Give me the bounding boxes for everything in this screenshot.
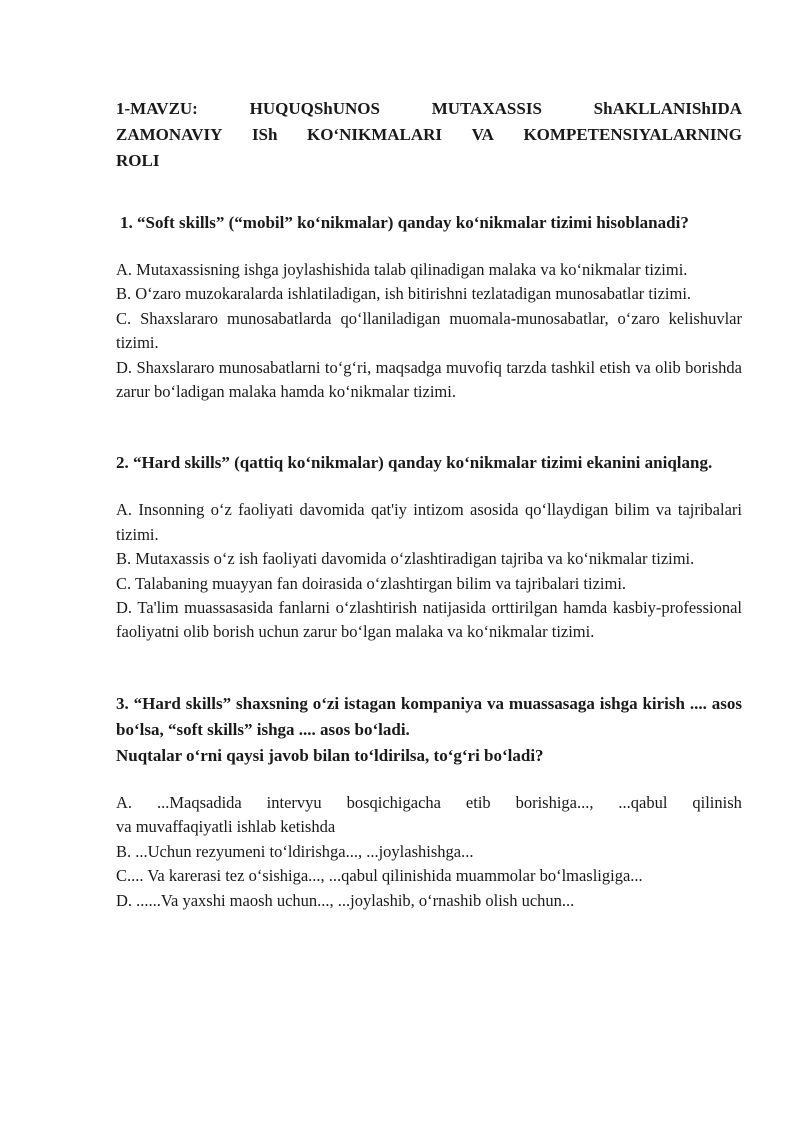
option-word: intervyu: [266, 792, 322, 812]
option-a: A. Mutaxassisning ishga joylashishida talab qilinadigan malaka va ko‘nikmalar tizimi.: [116, 260, 688, 279]
question-1-options: [116, 258, 742, 404]
option-word: ...Maqsadida: [156, 792, 242, 812]
option-b: B. O‘zaro muzokaralarda ishlatiladigan, ish bitirishni tezlatadigan munosabatlar tizimi.: [116, 284, 692, 304]
title-word: KOMPETENSIYALARNING: [523, 125, 742, 144]
question-3-text: 3. “Hard skills” shaxsning o‘zi istagan kompaniya va muassasaga ishga kirish .... asos bo‘lsa, “soft skills” ishga .... asos bo‘ladi.: [116, 693, 742, 739]
option-c: C. Shaxslararo munosabatlarda qo‘llaniladigan muomala-munosabatlar, o‘zaro kelishuvlar tizimi.: [116, 308, 742, 353]
option-a: A. Insonning o‘z faoliyati davomida qat'iy intizom asosida qo‘llaydigan bilim va tajribalari tizimi.: [116, 500, 742, 544]
title-line-3: ROLI: [116, 151, 160, 170]
title-word: KO‘NIKMALARI: [306, 125, 443, 144]
option-a-line-1: [116, 791, 742, 815]
option-word: borishiga...,: [515, 792, 594, 812]
option-b: B. Mutaxassis o‘z ish faoliyati davomida o‘zlashtiradigan tajriba va ko‘nikmalar tizimi.: [116, 549, 695, 569]
option-word: A.: [116, 792, 133, 812]
title-word: 1-MAVZU:: [116, 99, 198, 118]
question-2: [116, 450, 742, 644]
question-2-text: 2. “Hard skills” (qattiq ko‘nikmalar) qanday ko‘nikmalar tizimi ekanini aniqlang.: [116, 453, 713, 473]
title-word: ShAKLLANIShIDA: [593, 99, 742, 118]
title-line-2: [116, 122, 742, 148]
option-c: C.... Va karerasi tez o‘sishiga..., ...qabul qilinishida muammolar bo‘lmasligiga...: [116, 866, 643, 886]
option-a-line-2: va muvaffaqiyatli ishlab ketishda: [116, 817, 336, 837]
question-3-instruction: Nuqtalar o‘rni qaysi javob bilan to‘ldirilsa, to‘g‘ri bo‘ladi?: [116, 745, 544, 765]
question-2-options: [116, 498, 742, 644]
title-word: VA: [471, 125, 494, 144]
option-d: D. Shaxslararo munosabatlarni to‘g‘ri, maqsadga muvofiq tarzda tashkil etish va olib borishda zarur bo‘ladigan malaka hamda ko‘nikmalar tizimi.: [116, 357, 742, 402]
option-a: [116, 791, 742, 840]
option-c: C. Talabaning muayyan fan doirasida o‘zlashtirgan bilim va tajribalari tizimi.: [116, 573, 627, 593]
title-word: MUTAXASSIS: [431, 99, 542, 118]
option-b: B. ...Uchun rezyumeni to‘ldirishga..., ...joylashishga...: [116, 841, 474, 861]
question-3-options: [116, 791, 742, 913]
option-word: ...qabul: [618, 792, 668, 812]
document-page: [116, 96, 742, 913]
option-d: D. ......Va yaxshi maosh uchun..., ...joylashib, o‘rnashib olish uchun...: [116, 890, 575, 910]
option-word: qilinish: [692, 792, 742, 812]
title-word: ZAMONAVIY: [116, 125, 223, 144]
title-word: ISh: [251, 125, 278, 144]
question-1: [116, 210, 742, 404]
option-d: D. Ta'lim muassasasida fanlarni o‘zlashtirish natijasida orttirilgan hamda kasbiy-professional faoliyatni olib borish uchun zarur bo‘lgan malaka va ko‘nikmalar tizimi.: [116, 598, 742, 642]
title-word: HUQUQShUNOS: [249, 99, 380, 118]
document-title: [116, 96, 742, 174]
question-1-text: 1. “Soft skills” (“mobil” ko‘nikmalar) qanday ko‘nikmalar tizimi hisoblanadi?: [120, 213, 689, 232]
question-3: [116, 691, 742, 913]
option-word: bosqichigacha: [346, 792, 441, 812]
option-word: etib: [465, 792, 491, 812]
title-line-1: [116, 96, 742, 122]
